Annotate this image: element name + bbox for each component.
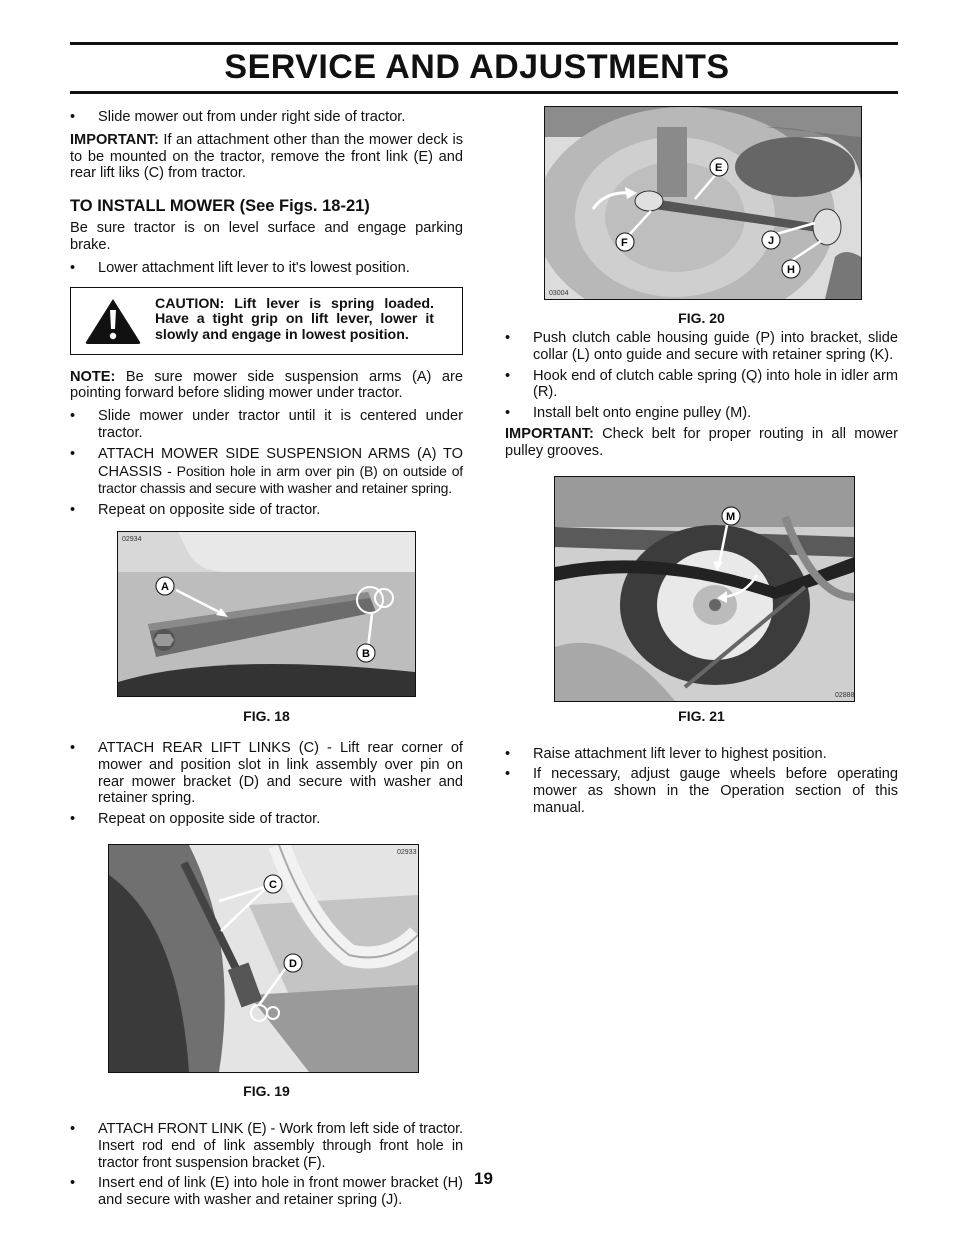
page-title: SERVICE AND ADJUSTMENTS [224, 48, 730, 86]
figure-21-illustration [555, 477, 854, 701]
bullet-slide-out: • Slide mower out from under right side of tractor. [70, 109, 463, 126]
right-column [505, 106, 898, 821]
bullet-gauge-wheels: • If necessary, adjust gauge wheels before operating mower as shown in the Operation section of this manual. [505, 766, 898, 816]
caution-text: CAUTION: Lift lever is spring loaded. Have a tight grip on lift lever, lower it slowly and engage in lowest position. [155, 295, 434, 344]
figure-19 [108, 844, 419, 1073]
fig20-label-e: E [715, 162, 723, 174]
important-text-2: Check belt for proper routing in all mower pulley grooves. [505, 425, 898, 459]
fig20-label-h: H [787, 264, 795, 276]
fig19-label-c: C [269, 878, 277, 891]
install-heading: TO INSTALL MOWER (See Figs. 18-21) [70, 197, 370, 216]
bullet-lower-lever: • Lower attachment lift lever to it's lowest position. [70, 260, 463, 277]
warning-triangle-icon [83, 296, 143, 346]
bullet-hook-end: • Hook end of clutch cable spring (Q) into hole in idler arm (R). [505, 368, 898, 402]
bullet-attach-side-arms [70, 446, 463, 498]
bullet-raise-lever: • Raise attachment lift lever to highest position. [505, 746, 898, 763]
title-rule-bottom [70, 91, 898, 94]
important-text: If an attachment other than the mower deck is to be mounted on the tractor, remove the front link (E) and rear lift liks (C) from tractor. [70, 131, 463, 182]
figure-20 [544, 106, 862, 300]
fig21-label-m: M [726, 510, 736, 523]
bullet-install-belt: • Install belt onto engine pulley (M). [505, 405, 898, 422]
left-column [70, 109, 463, 1213]
fig18-label-a: A [161, 580, 169, 593]
page-number: 19 [474, 1169, 493, 1188]
important-label: IMPORTANT: [70, 131, 159, 148]
important-label-2: IMPORTANT: [505, 425, 594, 442]
fig18-caption: FIG. 18 [243, 707, 290, 724]
bullet-repeat-2: • Repeat on opposite side of tractor. [70, 811, 463, 828]
fig19-label-d: D [289, 957, 297, 970]
attach-side-caps: ATTACH MOWER SIDE SUSPENSION ARMS (A) TO CHASSIS [98, 445, 463, 480]
note-text: Be sure mower side suspension arms (A) are pointing forward before sliding mower under tractor. [70, 368, 463, 402]
note-label: NOTE: [70, 368, 116, 385]
bullet-push-clutch: • Push clutch cable housing guide (P) into bracket, slide collar (L) onto guide and secure with retainer spring (K). [505, 330, 898, 364]
caution-box [70, 287, 463, 355]
attach-side-rest: - Position hole in arm over pin (B) on outside of tractor chassis and secure with washer and retainer spring. [98, 462, 463, 497]
note [70, 369, 463, 403]
bullet-repeat-1: • Repeat on opposite side of tractor. [70, 502, 463, 519]
fig20-caption: FIG. 20 [678, 310, 725, 326]
fig20-label-j: J [768, 235, 775, 247]
figure-18-illustration [118, 532, 415, 696]
fig20-label-f: F [621, 237, 628, 249]
install-intro: Be sure tractor is on level surface and engage parking brake. [70, 220, 463, 253]
bullet-insert-end: • Insert end of link (E) into hole in front mower bracket (H) and secure with washer and retainer spring (J). [70, 1175, 463, 1209]
bullet-attach-rear: • ATTACH REAR LIFT LINKS (C) - Lift rear corner of mower and position slot in link assembly over pin on rear mower bracket (D) and secure with washer and retainer spring. [70, 740, 463, 807]
bullet-slide-under: • Slide mower under tractor until it is centered under tractor. [70, 408, 463, 442]
bullet-attach-front: • ATTACH FRONT LINK (E) - Work from left side of tractor. Insert rod end of link assembly through front hole in tractor front suspension bracket (F). [70, 1121, 463, 1171]
important-note-1 [70, 132, 463, 182]
fig21-caption: FIG. 21 [678, 707, 725, 724]
figure-19-illustration [109, 845, 418, 1072]
figure-18 [117, 531, 416, 697]
important-note-2 [505, 426, 898, 460]
fig18-code: 02934 [122, 535, 142, 543]
fig19-code: 02933 [397, 848, 417, 856]
fig18-label-b: B [362, 647, 370, 660]
figure-21 [554, 476, 855, 702]
fig21-code: 02888 [835, 691, 854, 699]
fig20-code: 03004 [549, 290, 569, 297]
fig19-caption: FIG. 19 [243, 1082, 290, 1099]
figure-20-illustration [545, 107, 861, 299]
